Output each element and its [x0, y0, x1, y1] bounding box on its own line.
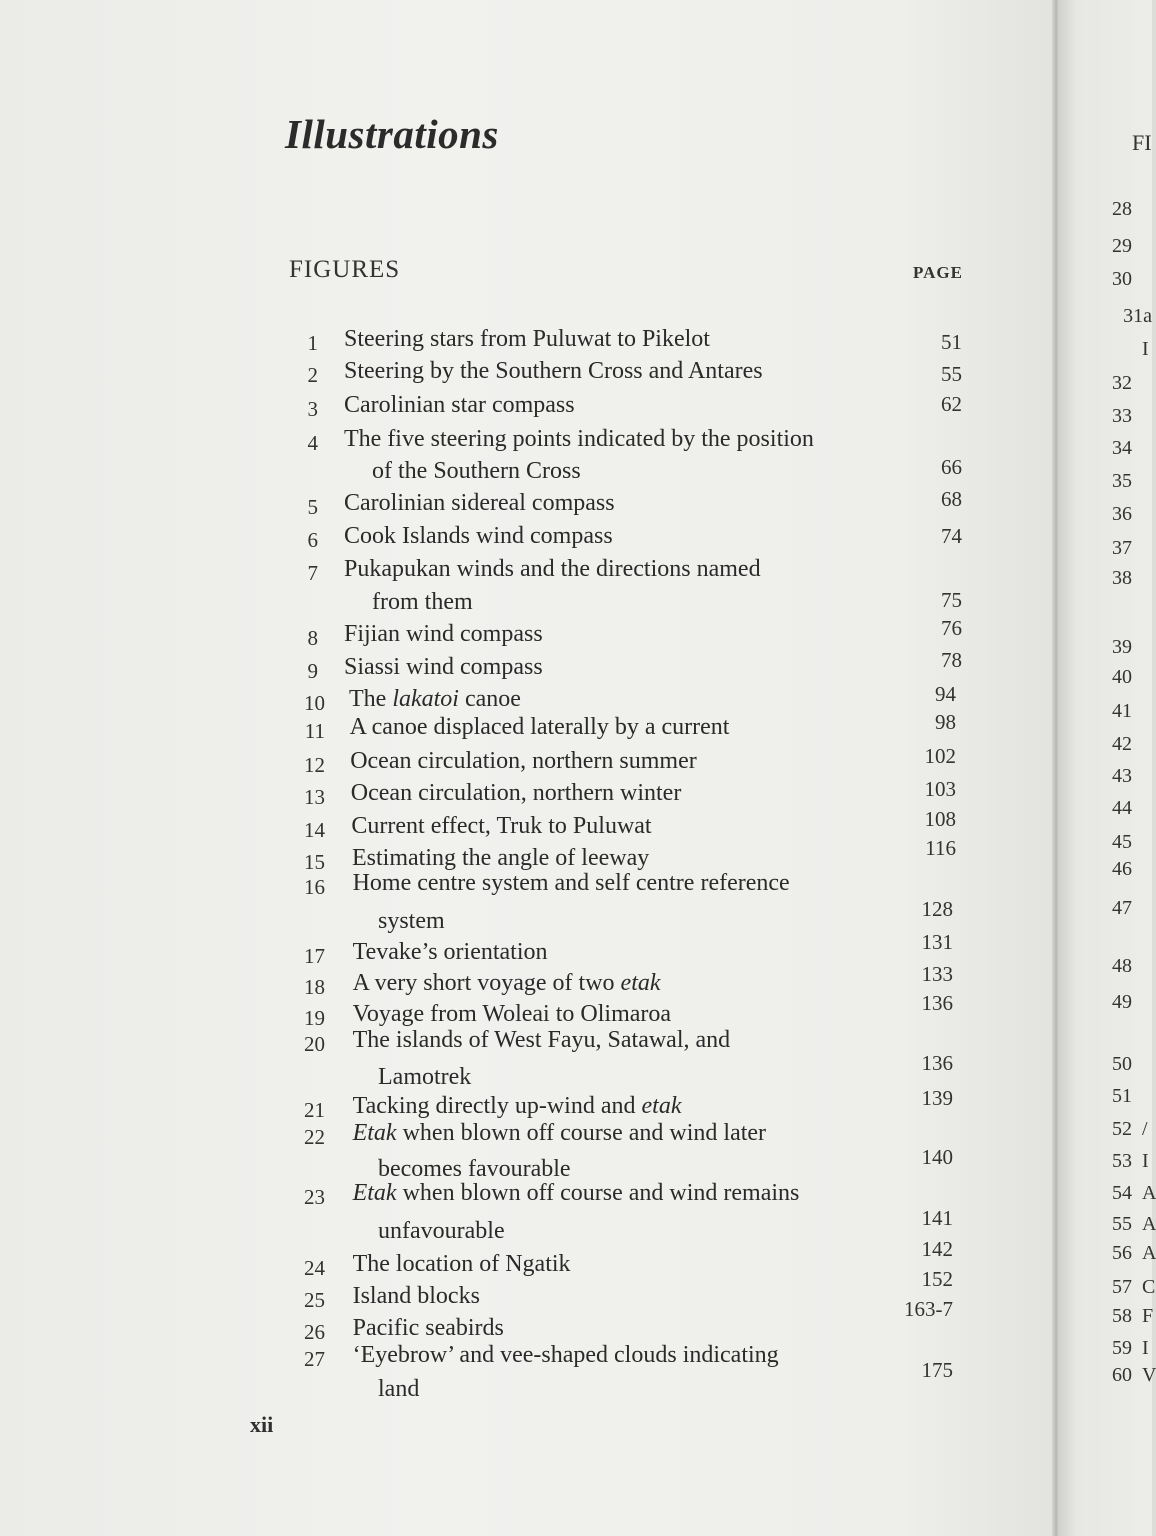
figure-number: 21: [304, 1098, 325, 1122]
figure-number: 24: [304, 1256, 325, 1280]
right-caption-fragment: V: [1142, 1364, 1156, 1386]
figure-caption: Fijian wind compass: [344, 621, 543, 647]
figure-page-number: 94: [935, 682, 956, 706]
right-figure-number: 52: [1112, 1118, 1132, 1140]
right-figure-number: 28: [1112, 198, 1132, 220]
right-figure-number: 60: [1112, 1364, 1132, 1386]
caption-italic-term: Etak: [352, 1120, 397, 1146]
right-caption-fragment: F: [1142, 1305, 1154, 1327]
caption-italic-term: etak: [641, 1093, 682, 1119]
right-figure-number: 32: [1112, 372, 1132, 394]
figure-page-number: 74: [941, 524, 962, 548]
right-figure-number: 58: [1112, 1305, 1132, 1327]
caption-text: The: [349, 686, 393, 712]
right-figure-number: 48: [1112, 955, 1132, 977]
figure-number: 27: [304, 1347, 325, 1371]
figure-caption: Tevake’s orientation: [352, 939, 548, 965]
right-figure-number: 50: [1112, 1053, 1132, 1075]
figure-caption-continuation: land: [378, 1376, 420, 1402]
figure-page-number: 102: [924, 744, 956, 768]
figure-page-number: 116: [925, 836, 956, 860]
caption-text: canoe: [458, 686, 521, 712]
figure-caption: The five steering points indicated by the position: [344, 426, 814, 452]
figure-page-number: 76: [941, 616, 962, 640]
figure-caption: Ocean circulation, northern summer: [350, 748, 697, 774]
figure-number: 23: [304, 1185, 325, 1209]
figure-page-number: 128: [921, 897, 953, 921]
right-figure-number: 36: [1112, 503, 1132, 525]
right-figure-number: 37: [1112, 537, 1132, 559]
right-caption-fragment: C: [1142, 1276, 1156, 1298]
figure-page-number: 103: [924, 777, 956, 801]
right-figure-number: 34: [1112, 437, 1132, 459]
right-caption-fragment: A: [1142, 1182, 1156, 1204]
figure-caption: [353, 970, 661, 997]
figure-number: 1: [307, 331, 318, 355]
page-title: Illustrations: [285, 111, 499, 157]
right-figure-number: 47: [1112, 897, 1132, 919]
right-figure-number: 59: [1112, 1337, 1132, 1359]
right-figure-number: 49: [1112, 991, 1132, 1013]
figure-caption: ‘Eyebrow’ and vee-shaped clouds indicating: [352, 1342, 779, 1368]
figure-page-number: 98: [935, 710, 956, 734]
figure-caption: Home centre system and self centre reference: [352, 870, 790, 896]
right-caption-fragment: A: [1142, 1213, 1156, 1235]
right-figure-number: 44: [1112, 797, 1132, 819]
right-figure-number: 42: [1112, 733, 1132, 755]
figure-caption: [353, 1120, 766, 1147]
figure-number: 5: [307, 495, 318, 519]
caption-text: A very short voyage of two: [352, 970, 621, 996]
figure-caption: Cook Islands wind compass: [344, 523, 613, 549]
right-figure-number: 39: [1112, 636, 1132, 658]
figure-caption: Current effect, Truk to Puluwat: [351, 813, 652, 839]
figure-caption: Voyage from Woleai to Olimaroa: [352, 1001, 672, 1027]
figure-page-number: 133: [921, 962, 953, 986]
figure-page-number: 68: [941, 487, 962, 511]
figure-caption-continuation: becomes favourable: [378, 1156, 571, 1182]
figure-caption-continuation: from them: [372, 589, 473, 615]
figure-number: 17: [304, 944, 325, 968]
figure-number: 6: [307, 528, 318, 552]
figure-caption: Carolinian sidereal compass: [344, 490, 615, 516]
right-figure-number: 30: [1112, 268, 1132, 290]
figure-page-number: 136: [921, 991, 953, 1015]
right-figure-number: 45: [1112, 831, 1132, 853]
figure-number: 15: [304, 850, 325, 874]
figure-caption: The location of Ngatik: [352, 1251, 571, 1277]
figure-number: 7: [307, 561, 318, 585]
figure-caption: Estimating the angle of leeway: [352, 845, 650, 871]
caption-italic-term: etak: [620, 970, 661, 996]
figure-page-number: 51: [941, 330, 962, 354]
figure-page-number: 55: [941, 362, 962, 386]
right-caption-fragment: I: [1142, 338, 1149, 360]
figure-caption-continuation: system: [378, 908, 445, 934]
section-heading: FIGURES: [289, 256, 401, 283]
figure-number: 16: [304, 875, 325, 899]
figure-number: 8: [307, 626, 318, 650]
figure-page-number: 78: [941, 648, 962, 672]
figure-caption: [349, 686, 521, 713]
figure-page-number: 139: [921, 1086, 953, 1110]
figure-caption: Carolinian star compass: [344, 392, 575, 418]
caption-text: when blown off course and wind remains: [396, 1180, 800, 1206]
caption-text: Tacking directly up-wind and: [352, 1093, 642, 1119]
figure-number: 26: [304, 1320, 325, 1344]
figure-caption-continuation: of the Southern Cross: [372, 458, 581, 484]
right-caption-fragment: I: [1142, 1150, 1149, 1172]
figure-page-number: 141: [921, 1206, 953, 1230]
right-figure-number: 31a: [1123, 305, 1152, 327]
right-figure-number: 43: [1112, 765, 1132, 787]
figure-page-number: 163-7: [904, 1297, 953, 1321]
figure-number: 12: [304, 753, 325, 777]
figure-caption: [353, 1180, 800, 1207]
figure-caption-continuation: Lamotrek: [378, 1064, 472, 1090]
figure-caption: Steering stars from Puluwat to Pikelot: [344, 326, 710, 352]
right-caption-fragment: A: [1142, 1242, 1156, 1264]
right-figure-number: 46: [1112, 858, 1132, 880]
folio-number: xii: [250, 1412, 274, 1437]
figure-caption: Pukapukan winds and the directions named: [344, 556, 761, 582]
figure-number: 9: [307, 659, 318, 683]
figure-caption: Island blocks: [352, 1283, 480, 1309]
right-figure-number: 53: [1112, 1150, 1132, 1172]
page-column-header: PAGE: [913, 263, 963, 282]
figure-number: 22: [304, 1125, 325, 1149]
right-figure-number: 40: [1112, 666, 1132, 688]
figure-number: 11: [304, 719, 325, 743]
right-figure-number: 33: [1112, 405, 1132, 427]
figure-page-number: 142: [921, 1237, 953, 1261]
figure-number: 4: [307, 431, 318, 455]
figure-number: 13: [304, 785, 325, 809]
figure-number: 10: [304, 691, 325, 715]
figure-caption: The islands of West Fayu, Satawal, and: [352, 1027, 731, 1053]
figure-caption: A canoe displaced laterally by a current: [349, 714, 730, 740]
figure-number: 19: [304, 1006, 325, 1030]
right-figure-number: 41: [1112, 700, 1132, 722]
figure-caption: Steering by the Southern Cross and Antares: [344, 358, 763, 384]
figure-caption-continuation: unfavourable: [378, 1218, 505, 1244]
figure-number: 14: [304, 818, 325, 842]
figure-page-number: 131: [921, 930, 953, 954]
right-figure-number: 38: [1112, 567, 1132, 589]
figure-page-number: 75: [941, 588, 962, 612]
right-caption-fragment: /: [1142, 1118, 1148, 1140]
figure-page-number: 140: [921, 1145, 953, 1169]
right-caption-fragment: I: [1142, 1337, 1149, 1359]
right-figure-number: 54: [1112, 1182, 1132, 1204]
figure-number: 20: [304, 1032, 325, 1056]
right-figure-number: 56: [1112, 1242, 1132, 1264]
right-figure-number: 51: [1112, 1085, 1132, 1107]
right-page: [1058, 0, 1156, 1536]
figure-caption: [353, 1093, 682, 1120]
figure-page-number: 152: [921, 1267, 953, 1291]
right-figure-number: 57: [1112, 1276, 1132, 1298]
figure-caption: Ocean circulation, northern winter: [350, 780, 682, 806]
figure-page-number: 136: [921, 1051, 953, 1075]
figure-number: 25: [304, 1288, 325, 1312]
right-figure-number: 55: [1112, 1213, 1132, 1235]
figure-page-number: 66: [941, 455, 962, 479]
caption-italic-term: lakatoi: [392, 686, 459, 712]
right-page-heading: FI: [1132, 130, 1152, 155]
figure-page-number: 108: [924, 807, 956, 831]
figure-page-number: 62: [941, 392, 962, 416]
figure-caption: Siassi wind compass: [344, 654, 543, 680]
caption-text: when blown off course and wind later: [396, 1120, 767, 1146]
figure-caption: Pacific seabirds: [352, 1315, 504, 1341]
caption-italic-term: Etak: [352, 1180, 397, 1206]
figure-number: 3: [307, 397, 318, 421]
figure-number: 18: [304, 975, 325, 999]
figure-number: 2: [307, 363, 318, 387]
figure-page-number: 175: [921, 1358, 953, 1382]
right-figure-number: 35: [1112, 470, 1132, 492]
right-figure-number: 29: [1112, 235, 1132, 257]
